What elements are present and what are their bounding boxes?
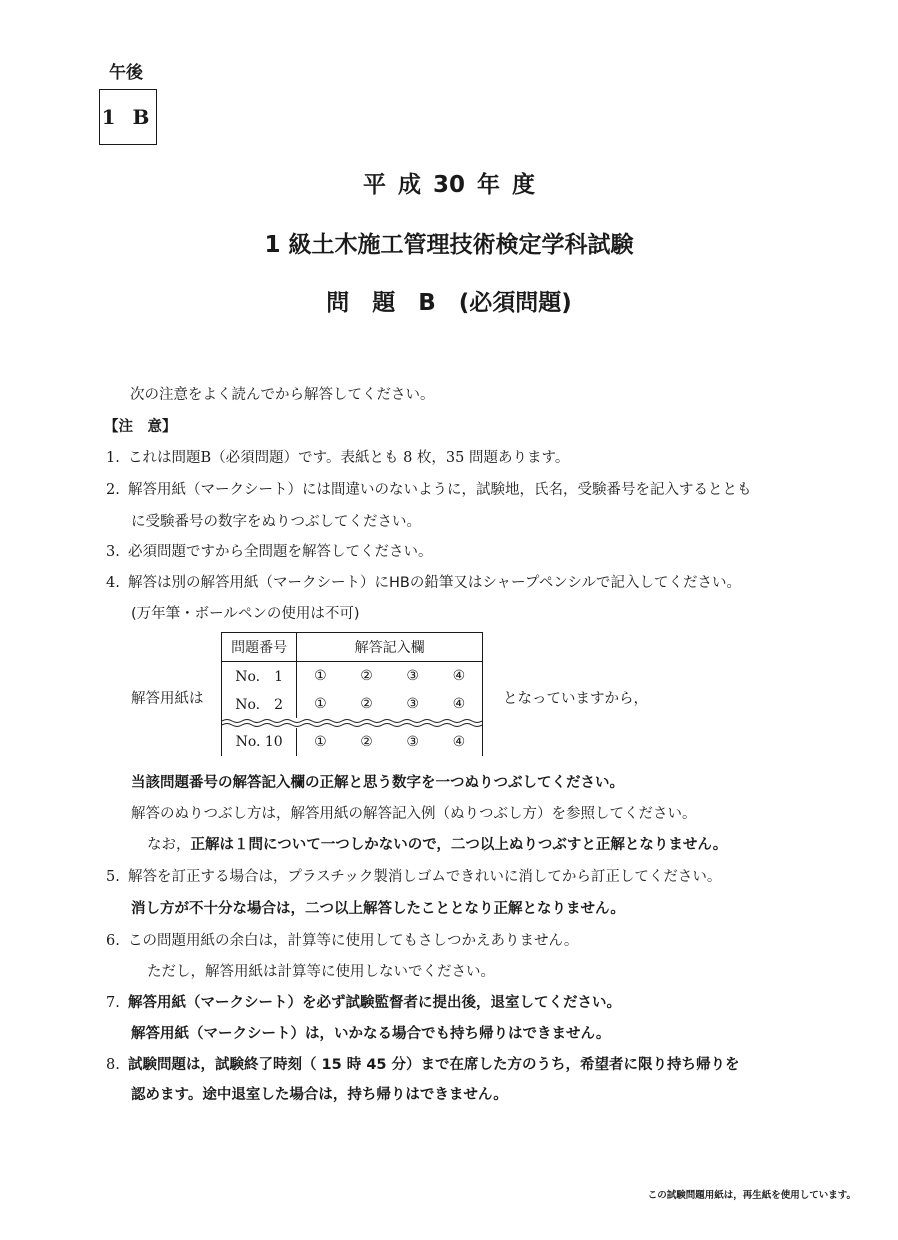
- option-4: ④: [436, 728, 483, 756]
- sheet-label: 解答用紙は: [131, 691, 204, 707]
- notice-item-3: [106, 540, 433, 561]
- option-2: ②: [360, 696, 373, 712]
- notice-item-2: [106, 478, 752, 499]
- notice-item-5: [106, 865, 721, 886]
- notice-item-4: [106, 571, 741, 592]
- table-row: [222, 662, 483, 691]
- title-problem: 問 題 B (必須問題): [326, 290, 572, 316]
- option-3: ③: [406, 668, 419, 684]
- question-no: No. 2: [222, 690, 297, 718]
- item-text: この問題用紙の余白は，計算等に使用してもさしつかえありません。: [128, 933, 579, 949]
- item-text: 必須問題ですから全問題を解答してください。: [128, 544, 433, 560]
- option-4: ④: [436, 690, 483, 718]
- session-label: 午後: [109, 63, 143, 83]
- item-number: 5.: [106, 869, 120, 885]
- note-pre: なお，: [147, 837, 191, 853]
- item-text: 解答用紙（マークシート）を必ず試験監督者に提出後，退室してください。: [128, 995, 621, 1011]
- col-no-header: 問題番号: [222, 633, 297, 662]
- item-number: 1.: [106, 450, 120, 466]
- option-2: ②: [360, 734, 373, 750]
- wavy-break-line: [222, 718, 482, 728]
- option-3: ③: [406, 734, 419, 750]
- title-year: 平 成 30 年 度: [362, 172, 536, 198]
- notice-item-4-method: 解答のぬりつぶし方は，解答用紙の解答記入例（ぬりつぶし方）を参照してください。: [131, 806, 697, 822]
- item-text: 解答を訂正する場合は，プラスチック製消しゴムできれいに消してから訂正してください。: [128, 869, 722, 885]
- item-number: 3.: [106, 544, 120, 560]
- title-exam: 1 級土木施工管理技術検定学科試験: [264, 232, 634, 258]
- notice-item-5-cont: 消し方が不十分な場合は，二つ以上解答したこととなり正解となりません。: [131, 901, 625, 917]
- item-text: これは問題B（必須問題）です。表紙とも 8 枚，35 問題あります。: [128, 450, 570, 466]
- notice-item-8: [106, 1053, 740, 1074]
- notice-heading: 【注 意】: [104, 419, 177, 435]
- question-no: No. 1: [222, 662, 297, 691]
- item-number: 6.: [106, 933, 120, 949]
- option-4: ④: [436, 662, 483, 691]
- option-1: ①: [314, 696, 327, 712]
- item-text-pre: 解答は別の: [128, 575, 201, 591]
- notice-item-7-cont: 解答用紙（マークシート）は，いかなる場合でも持ち帰りはできません。: [131, 1026, 611, 1042]
- notice-item-2-cont: に受験番号の数字をぬりつぶしてください。: [131, 514, 421, 530]
- sheet-suffix: となっていますから，: [503, 691, 648, 707]
- notice-item-4-fill: 当該問題番号の解答記入欄の正解と思う数字を一つぬりつぶしてください。: [131, 775, 624, 791]
- notice-item-6: [106, 929, 578, 950]
- notice-item-6-cont: ただし，解答用紙は計算等に使用しないでください。: [147, 964, 495, 980]
- item-number: 2.: [106, 482, 120, 498]
- recycled-paper-note: この試験問題用紙は，再生紙を使用しています。: [647, 1190, 856, 1201]
- option-1: ①: [314, 668, 327, 684]
- item-text-emph: 解答用紙（マークシート）にHBの鉛筆又はシャープペンシル: [200, 575, 597, 591]
- item-number: 7.: [106, 995, 120, 1011]
- table-break-row: [222, 718, 483, 728]
- intro-text: 次の注意をよく読んでから解答してください。: [130, 387, 435, 403]
- notice-item-1: [106, 446, 569, 467]
- item-text: 解答用紙（マークシート）には間違いのないように，試験地，氏名，受験番号を記入するととも: [128, 482, 752, 498]
- answer-sheet-example: [221, 632, 483, 756]
- item-text-post: で記入してください。: [596, 575, 742, 591]
- question-no: No. 10: [222, 728, 297, 756]
- item-number: 4.: [106, 575, 120, 591]
- option-3: ③: [406, 696, 419, 712]
- table-row: [222, 690, 483, 718]
- note-emph: 正解は１問について一つしかないので，二つ以上ぬりつぶすと正解となりません。: [190, 837, 728, 853]
- item-number: 8.: [106, 1057, 120, 1073]
- notice-item-7: [106, 991, 621, 1012]
- session-code-box: 1 B: [99, 89, 157, 145]
- option-1: ①: [314, 734, 327, 750]
- notice-item-4-note: [147, 833, 727, 854]
- option-2: ②: [360, 668, 373, 684]
- col-answer-header: 解答記入欄: [297, 633, 483, 662]
- notice-item-8-cont: 認めます。途中退室した場合は，持ち帰りはできません。: [131, 1087, 508, 1103]
- table-row: [222, 728, 483, 756]
- notice-item-4-pen: (万年筆・ボールペンの使用は不可): [131, 606, 360, 622]
- item-text: 試験問題は，試験終了時刻（ 15 時 45 分）まで在席した方のうち，希望者に限り持ち帰りを: [128, 1057, 740, 1073]
